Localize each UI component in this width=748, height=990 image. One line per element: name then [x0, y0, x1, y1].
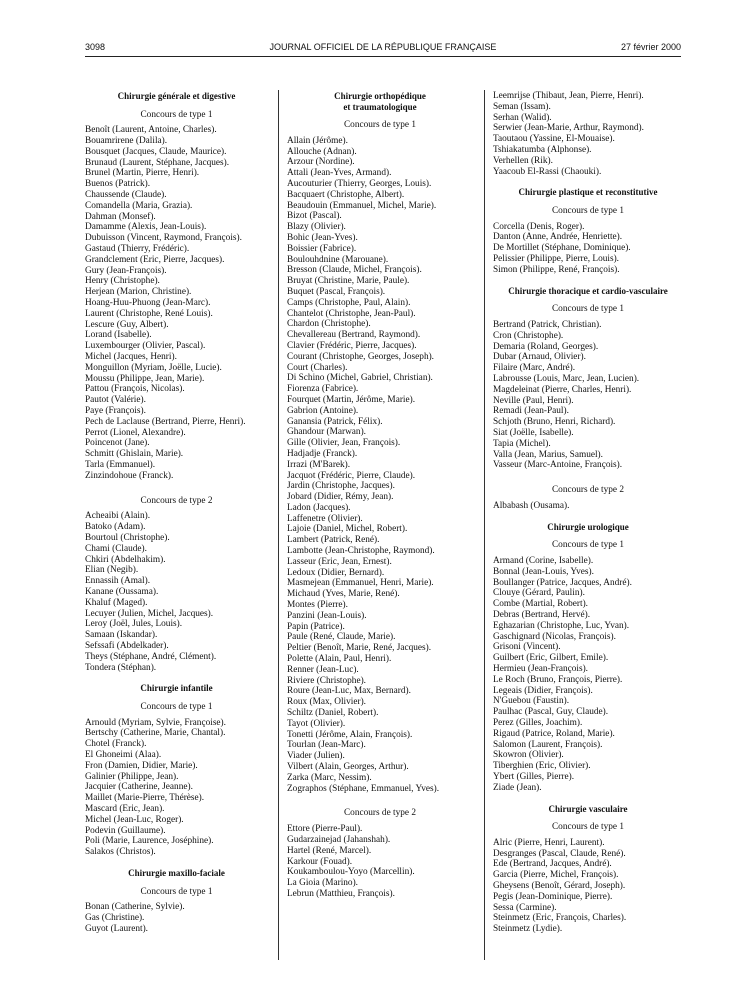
list-item: Blazy (Olivier).	[287, 222, 346, 233]
list-item: Hermieu (Jean-François).	[493, 663, 588, 674]
list-item: Paulhac (Pascal, Guy, Claude).	[493, 707, 609, 718]
list-item: Lasseur (Eric, Jean, Ernest).	[287, 556, 392, 567]
list-item: Garcia (Pierre, Michel, François).	[493, 870, 619, 881]
list-item: Buenos (Patrick).	[85, 179, 151, 190]
list-item: Ladon (Jacques).	[287, 502, 351, 513]
column-divider-1	[278, 90, 279, 960]
list-item: Polette (Alain, Paul, Henri).	[287, 654, 392, 665]
list-item: Herjean (Marion, Christine).	[85, 287, 192, 298]
list-item: Schiltz (Daniel, Robert).	[287, 708, 379, 719]
header-rule	[85, 56, 681, 57]
list-item: Roure (Jean-Luc, Max, Bernard).	[287, 686, 411, 697]
list-item: Chkiri (Abdelhakim).	[85, 554, 166, 565]
list-item: Bonan (Catherine, Sylvie).	[85, 902, 185, 913]
list-item: Dahman (Monsef).	[85, 211, 156, 222]
list-item: Karkour (Fouad).	[287, 856, 353, 867]
list-item: Bouamrirene (Dalila).	[85, 136, 168, 147]
list-item: Ettore (Pierre-Paul).	[287, 824, 363, 835]
list-item: Leemrijse (Thibaut, Jean, Pierre, Henri).	[493, 91, 644, 101]
list-item: Clouye (Gérard, Paulin).	[493, 588, 585, 599]
section-title: Chirurgie orthopédique	[334, 91, 426, 101]
list-item: Tiberghien (Eric, Olivier).	[493, 761, 591, 772]
group-spacer	[493, 471, 683, 477]
list-item: Valla (Jean, Marius, Samuel).	[493, 449, 603, 460]
list-item: Ybert (Gilles, Pierre).	[493, 771, 575, 782]
list-item: Tshiakatumba (Alphonse).	[493, 144, 592, 155]
list-item: Lebrun (Matthieu, François).	[287, 888, 395, 899]
list-item: Arnould (Myriam, Sylvie, Françoise).	[85, 717, 226, 728]
list-item: Seman (Issam).	[493, 101, 551, 112]
list-item: Albabash (Ousama).	[493, 500, 570, 511]
list-item: Chantelot (Christophe, Jean-Paul).	[287, 308, 416, 319]
list-item: Taoutaou (Yassine, El-Mouaise).	[493, 134, 615, 145]
list-item: Pattou (François, Nicolas).	[85, 384, 185, 395]
list-item: Danton (Anne, Andrée, Henriette).	[493, 232, 623, 243]
list-item: Pelissier (Philippe, Pierre, Louis).	[493, 254, 620, 265]
section-title: et traumatologique	[343, 101, 417, 112]
list-item: Vasseur (Marc-Antoine, François).	[493, 460, 623, 471]
list-item: Aucouturier (Thierry, Georges, Louis).	[287, 178, 432, 189]
list-item: Peltier (Benoît, Marie, René, Jacques).	[287, 643, 432, 654]
competition-type-heading: Concours de type 1	[140, 886, 213, 897]
list-item: Lorand (Isabelle).	[85, 330, 152, 341]
list-item: Luxembourger (Olivier, Pascal).	[85, 341, 206, 352]
list-item: Attali (Jean-Yves, Armand).	[287, 168, 392, 179]
list-item: Grandclement (Eric, Pierre, Jacques).	[85, 254, 225, 265]
list-item: Lescure (Guy, Albert).	[85, 319, 169, 330]
list-item: Bourtoul (Christophe).	[85, 532, 170, 543]
list-item: Dubuisson (Vincent, Raymond, François).	[85, 233, 242, 244]
section-spacer	[493, 276, 683, 286]
journal-title: JOURNAL OFFICIEL DE LA RÉPUBLIQUE FRANÇAISE	[269, 42, 497, 52]
competition-type-heading: Concours de type 1	[551, 205, 625, 216]
list-item: Henry (Christophe).	[85, 276, 160, 287]
list-item: Kanane (Oussama).	[85, 586, 159, 597]
list-item: Paye (François).	[85, 406, 146, 417]
list-item: La Gioia (Marino).	[287, 878, 358, 889]
list-item: Jardin (Christophe, Jacques).	[287, 481, 395, 492]
list-item: Tarla (Emmanuel).	[85, 460, 156, 470]
list-item: N'Guebou (Faustin).	[493, 696, 570, 707]
list-item: Alric (Pierre, Henri, Laurent).	[493, 837, 605, 848]
list-item: Maillet (Marie-Pierre, Thérèse).	[85, 793, 205, 804]
list-item: Bresson (Claude, Michel, François).	[287, 265, 422, 276]
list-item: Tourlan (Jean-Marc).	[287, 740, 366, 751]
list-item: Salomon (Laurent, François).	[493, 739, 603, 750]
list-item: Court (Charles).	[287, 362, 348, 373]
list-item: Poli (Marie, Laurence, Joséphine).	[85, 836, 214, 847]
list-item: El Ghoneimi (Alaa).	[85, 750, 162, 761]
list-item: Elian (Negib).	[85, 565, 139, 576]
list-item: Courant (Christophe, Georges, Joseph).	[287, 351, 435, 362]
list-item: Allain (Jérôme).	[287, 135, 348, 146]
list-item: Cron (Christophe).	[493, 330, 564, 341]
list-item: Batoko (Adam).	[85, 522, 146, 533]
group-spacer	[287, 794, 473, 800]
list-item: Michaud (Yves, Marie, René).	[287, 589, 400, 600]
list-item: Hoang-Huu-Phuong (Jean-Marc).	[85, 298, 211, 309]
list-item: De Mortillet (Stéphane, Dominique).	[493, 243, 631, 254]
competition-type-heading: Concours de type 1	[551, 540, 625, 551]
list-item: Podevin (Guillaume).	[85, 825, 166, 836]
list-item: Lambert (Patrick, René).	[287, 535, 380, 546]
section-title: Chirurgie vasculaire	[548, 803, 628, 814]
section-title: Chirurgie infantile	[140, 683, 213, 694]
list-item: Serhan (Walid).	[493, 112, 552, 123]
list-item: Remadi (Jean-Paul).	[493, 406, 569, 417]
column-2	[287, 91, 473, 900]
list-item: Panzini (Jean-Louis).	[287, 610, 367, 621]
list-item: Ennassih (Amal).	[85, 576, 151, 587]
page-header	[85, 42, 681, 56]
list-item: Grisoni (Vincent).	[493, 642, 561, 653]
list-item: Lajoie (Daniel, Michel, Robert).	[287, 524, 408, 535]
competition-type-heading: Concours de type 1	[140, 109, 213, 120]
list-item: Zinzindohoue (Franck).	[85, 470, 174, 481]
list-item: Le Roch (Bruno, François, Pierre).	[493, 674, 623, 685]
list-item: Guyot (Laurent).	[85, 923, 148, 934]
section-spacer	[493, 794, 683, 804]
list-item: Ghandour (Marwan).	[287, 427, 366, 438]
list-item: Bonnal (Jean-Louis, Yves).	[493, 566, 594, 577]
column-3	[493, 91, 683, 935]
list-item: Magdeleinat (Pierre, Charles, Henri).	[493, 384, 632, 395]
issue-date: 27 février 2000	[620, 42, 681, 52]
list-item: Viader (Julien).	[287, 751, 345, 762]
list-item: Demaria (Roland, Georges).	[493, 341, 599, 352]
list-item: Desgranges (Pascal, Claude, René).	[493, 848, 626, 859]
list-item: Laffenetre (Olivier).	[287, 513, 363, 524]
competition-type-heading: Concours de type 2	[551, 485, 625, 496]
list-item: Beaudouin (Emmanuel, Michel, Marie).	[287, 200, 437, 211]
list-item: Fron (Damien, Didier, Marie).	[85, 760, 198, 771]
list-item: Gastaud (Thierry, Frédéric).	[85, 244, 190, 255]
list-item: Gaschignard (Nicolas, François).	[493, 631, 616, 642]
group-spacer	[85, 482, 268, 488]
list-item: Steinmetz (Eric, François, Charles).	[493, 913, 627, 924]
section-title: Chirurgie urologique	[547, 521, 629, 532]
list-item: Mascard (Eric, Jean).	[85, 804, 165, 815]
section-title: Chirurgie maxillo-faciale	[128, 868, 225, 878]
list-item: Yaacoub El-Rassi (Chaouki).	[493, 166, 602, 177]
list-item: Roux (Max, Olivier).	[287, 697, 367, 708]
list-item: Chardon (Christophe).	[287, 319, 371, 330]
list-item: Schjoth (Bruno, Henri, Richard).	[493, 417, 616, 428]
list-item: Ledoux (Didier, Bernard).	[287, 567, 385, 578]
list-item: Pech de Laclause (Bertrand, Pierre, Henri).	[85, 416, 246, 427]
list-item: Dubar (Arnaud, Olivier).	[493, 352, 586, 363]
list-item: Debras (Bertrand, Hervé).	[493, 609, 591, 620]
list-item: Legeais (Didier, François).	[493, 685, 593, 696]
list-item: Chami (Claude).	[85, 543, 147, 554]
competition-type-heading: Concours de type 1	[140, 701, 213, 712]
list-item: Tayot (Olivier).	[287, 718, 346, 729]
list-item: Buquet (Pascal, François).	[287, 286, 386, 297]
list-item: Galinier (Philippe, Jean).	[85, 771, 179, 782]
list-item: Schmitt (Ghislain, Marie).	[85, 449, 184, 460]
list-item: Jacquier (Catherine, Jeanne).	[85, 782, 193, 793]
list-item: Michel (Jean-Luc, Roger).	[85, 814, 184, 825]
list-item: Gury (Jean-François).	[85, 265, 167, 276]
list-item: Benoît (Laurent, Antoine, Charles).	[85, 125, 217, 136]
list-item: Armand (Corine, Isabelle).	[493, 556, 594, 566]
competition-type-heading: Concours de type 2	[343, 808, 417, 819]
list-item: Monguillon (Myriam, Joëlle, Lucie).	[85, 362, 222, 373]
list-item: Chotel (Franck).	[85, 739, 147, 750]
competition-type-heading: Concours de type 2	[140, 495, 213, 506]
list-item: Zographos (Stéphane, Emmanuel, Yves).	[287, 783, 440, 794]
list-item: Brunaud (Laurent, Stéphane, Jacques).	[85, 157, 230, 168]
list-item: Irrazi (M'Barek).	[287, 459, 351, 470]
list-item: Comandella (Maria, Grazia).	[85, 200, 193, 211]
section-title: Chirurgie générale et digestive	[117, 91, 236, 101]
list-item: Theys (Stéphane, André, Clément).	[85, 651, 217, 662]
list-item: Perrot (Lionel, Alexandre).	[85, 427, 186, 438]
list-item: Hadjadje (Franck).	[287, 448, 358, 459]
list-item: Fourquet (Martin, Jérôme, Marie).	[287, 394, 416, 405]
section-spacer	[493, 177, 683, 187]
list-item: Gille (Olivier, Jean, François).	[287, 438, 401, 449]
list-item: Masmejean (Emmanuel, Henri, Marie).	[287, 578, 434, 589]
page-number: 3098	[85, 42, 106, 52]
list-item: Tondera (Stéphan).	[85, 662, 157, 673]
list-item: Hartel (René, Marcel).	[287, 845, 372, 856]
list-item: Chevallereau (Bertrand, Raymond).	[287, 330, 421, 341]
column-1	[85, 91, 268, 935]
list-item: Bertschy (Catherine, Marie, Chantal).	[85, 728, 226, 739]
list-item: Papin (Patrice).	[287, 621, 345, 632]
list-item: Riviere (Christophe).	[287, 675, 367, 686]
list-item: Montes (Pierre).	[287, 600, 348, 611]
list-item: Koukamboulou-Yoyo (Marcellin).	[287, 867, 415, 878]
list-item: Khaluf (Maged).	[85, 597, 148, 608]
list-item: Serwier (Jean-Marie, Arthur, Raymond).	[493, 123, 644, 134]
list-item: Michel (Jacques, Henri).	[85, 352, 177, 363]
competition-type-heading: Concours de type 1	[551, 822, 625, 833]
list-item: Ede (Bertrand, Jacques, André).	[493, 859, 612, 870]
list-item: Tonetti (Jérôme, Alain, François).	[287, 729, 413, 740]
list-item: Lambotte (Jean-Christophe, Raymond).	[287, 546, 435, 557]
list-item: Brunel (Martin, Pierre, Henri).	[85, 168, 200, 179]
list-item: Jacquot (Frédéric, Pierre, Claude).	[287, 470, 416, 481]
list-item: Rigaud (Patrice, Roland, Marie).	[493, 728, 615, 739]
list-item: Poincenot (Jane).	[85, 438, 150, 449]
list-item: Corcella (Denis, Roger).	[493, 221, 585, 232]
list-item: Siat (Joëlle, Isabelle).	[493, 427, 574, 438]
list-item: Boullanger (Patrice, Jacques, André).	[493, 577, 632, 588]
list-item: Labrousse (Louis, Marc, Jean, Lucien).	[493, 373, 640, 384]
list-item: Clavier (Frédéric, Pierre, Jacques).	[287, 340, 417, 351]
list-item: Fiorenza (Fabrice).	[287, 384, 359, 395]
list-item: Skowron (Olivier).	[493, 750, 564, 761]
list-item: Verhellen (Rik).	[493, 155, 553, 166]
list-item: Bohic (Jean-Yves).	[287, 232, 358, 243]
competition-type-heading: Concours de type 1	[551, 304, 625, 315]
list-item: Pautot (Valérie).	[85, 395, 146, 406]
list-item: Sefssafi (Abdelkader).	[85, 640, 169, 651]
list-item: Boulouhdnine (Marouane).	[287, 254, 389, 265]
list-item: Vilbert (Alain, Georges, Arthur).	[287, 762, 409, 773]
list-item: Zarka (Marc, Nessim).	[287, 772, 372, 783]
list-item: Ziade (Jean).	[493, 782, 542, 793]
list-item: Paule (René, Claude, Marie).	[287, 632, 396, 643]
section-spacer	[85, 673, 268, 683]
section-spacer	[85, 858, 268, 868]
list-item: Guilbert (Eric, Gilbert, Emile).	[493, 653, 609, 664]
list-item: Perez (Gilles, Joachim).	[493, 717, 583, 728]
list-item: Bertrand (Patrick, Christian).	[493, 319, 602, 330]
list-item: Lecuyer (Julien, Michel, Jacques).	[85, 608, 214, 619]
list-item: Combe (Martial, Robert).	[493, 599, 589, 610]
list-item: Allouche (Adnan).	[287, 146, 357, 157]
list-item: Salakos (Christos).	[85, 847, 156, 858]
list-item: Steinmetz (Lydie).	[493, 924, 563, 935]
list-item: Leroy (Joël, Jules, Louis).	[85, 619, 183, 630]
list-item: Gheysens (Benoît, Gérard, Joseph).	[493, 881, 626, 892]
list-item: Gas (Christine).	[85, 913, 145, 924]
column-divider-2	[484, 90, 485, 960]
list-item: Camps (Christophe, Paul, Alain).	[287, 297, 411, 308]
list-item: Moussu (Philippe, Jean, Marie).	[85, 373, 205, 384]
list-item: Gabrion (Antoine).	[287, 405, 359, 416]
list-item: Filaire (Marc, André).	[493, 363, 576, 374]
list-item: Laurent (Christophe, René Louis).	[85, 308, 213, 319]
list-item: Bizot (Pascal).	[287, 211, 342, 222]
section-title: Chirurgie plastique et reconstitutive	[518, 187, 658, 198]
competition-type-heading: Concours de type 1	[343, 120, 417, 130]
list-item: Pegis (Jean-Dominique, Pierre).	[493, 891, 613, 902]
list-item: Eghazarian (Christophe, Luc, Yvan).	[493, 620, 630, 631]
list-item: Neville (Paul, Henri).	[493, 395, 574, 406]
list-item: Tapia (Michel).	[493, 438, 551, 449]
list-item: Damamme (Alexis, Jean-Louis).	[85, 222, 207, 233]
list-item: Acheaibi (Alain).	[85, 511, 151, 522]
list-item: Sessa (Carmine).	[493, 902, 557, 913]
list-item: Arzour (Nordine).	[287, 157, 355, 168]
section-spacer	[493, 512, 683, 522]
list-item: Samaan (Iskandar).	[85, 630, 158, 641]
list-item: Gudarzainejad (Jahanshah).	[287, 835, 391, 845]
list-item: Ganansia (Patrick, Félix).	[287, 416, 383, 427]
section-title: Chirurgie thoracique et cardio-vasculaire	[508, 285, 668, 296]
list-item: Bacquaert (Christophe, Albert).	[287, 189, 405, 200]
list-item: Bruyat (Christine, Marie, Paule).	[287, 276, 410, 287]
list-item: Bousquet (Jacques, Claude, Maurice).	[85, 146, 227, 157]
list-item: Di Schino (Michel, Gabriel, Christian).	[287, 373, 433, 384]
list-item: Boissier (Fabrice).	[287, 243, 357, 254]
list-item: Renner (Jean-Luc).	[287, 664, 359, 675]
list-item: Simon (Philippe, René, François).	[493, 264, 620, 275]
list-item: Jobard (Didier, Rémy, Jean).	[287, 492, 394, 503]
list-item: Chaussende (Claude).	[85, 190, 167, 201]
